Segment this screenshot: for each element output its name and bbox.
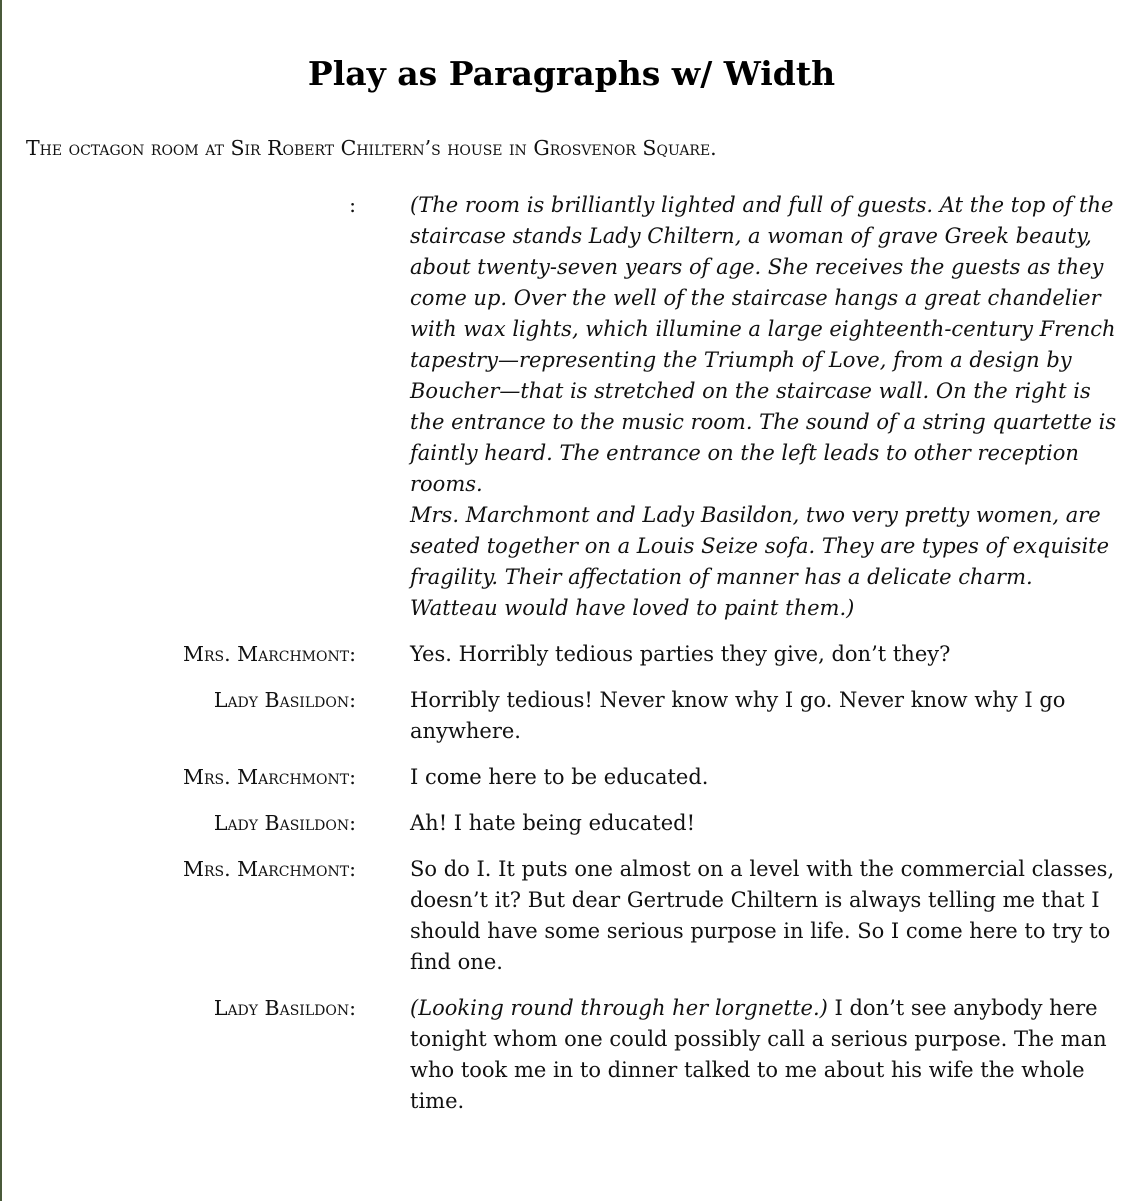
dialogue-line: [0, 639, 1143, 670]
speaker-name: :: [349, 193, 356, 217]
speech-continuation: I don’t see anybody here tonight whom one could possibly call a serious purpose. The man who took me in to dinner talked to me about his wife the whole time.: [410, 996, 1107, 1113]
stage-direction-paragraph: (The room is brilliantly lighted and full of guests. At the top of the staircase stands Lady Chiltern, a woman of grave Greek beauty, about twenty-seven years of age. She receives the guests as they come up. Over the well of the staircase hangs a great chandelier with wax lights, which illumine a large eighteenth-century French tapestry—representing the Triumph of Love, from a design by Boucher—that is stretched on the staircase wall. On the right is the entrance to the music room. The sound of a string quartette is faintly heard. The entrance on the left leads to other reception rooms.: [410, 193, 1117, 496]
speaker-name: Mrs. Marchmont:: [182, 857, 356, 881]
dialogue-line: [0, 685, 1143, 747]
speaker-name: Lady Basildon:: [213, 688, 356, 712]
speech-text: Yes. Horribly tedious parties they give, don’t they?: [410, 642, 951, 666]
speech-text: Ah! I hate being educated!: [410, 811, 696, 835]
scene-setting: The octagon room at Sir Robert Chiltern’s house in Grosvenor Square.: [26, 136, 717, 160]
speech-text: So do I. It puts one almost on a level with the commercial classes, doesn’t it? But dear Gertrude Chiltern is always telling me that I should have some serious purpose in life. So I come here to try to find one.: [410, 857, 1115, 974]
stage-direction-row: [0, 190, 1143, 624]
inline-stage-direction: (Looking round through her lorgnette.): [410, 996, 828, 1020]
dialogue-line: [0, 993, 1143, 1117]
speech-text: I come here to be educated.: [410, 765, 709, 789]
speech-text: [410, 993, 1122, 1117]
stage-direction-paragraph: Mrs. Marchmont and Lady Basildon, two very pretty women, are seated together on a Louis Seize sofa. They are types of exquisite fragility. Their affectation of manner has a delicate charm. Watteau would have loved to paint them.): [410, 503, 1110, 620]
stage-direction-text: [410, 190, 1122, 624]
speaker-name: Mrs. Marchmont:: [182, 765, 356, 789]
dialogue-list: [0, 190, 1143, 1132]
page-title: Play as Paragraphs w/ Width: [307, 54, 836, 93]
speaker-name: Lady Basildon:: [213, 811, 356, 835]
dialogue-line: [0, 854, 1143, 978]
dialogue-line: [0, 808, 1143, 839]
speaker-name: Mrs. Marchmont:: [182, 642, 356, 666]
speech-text: Horribly tedious! Never know why I go. Never know why I go anywhere.: [410, 688, 1066, 743]
dialogue-line: [0, 762, 1143, 793]
speaker-name: Lady Basildon:: [213, 996, 356, 1020]
